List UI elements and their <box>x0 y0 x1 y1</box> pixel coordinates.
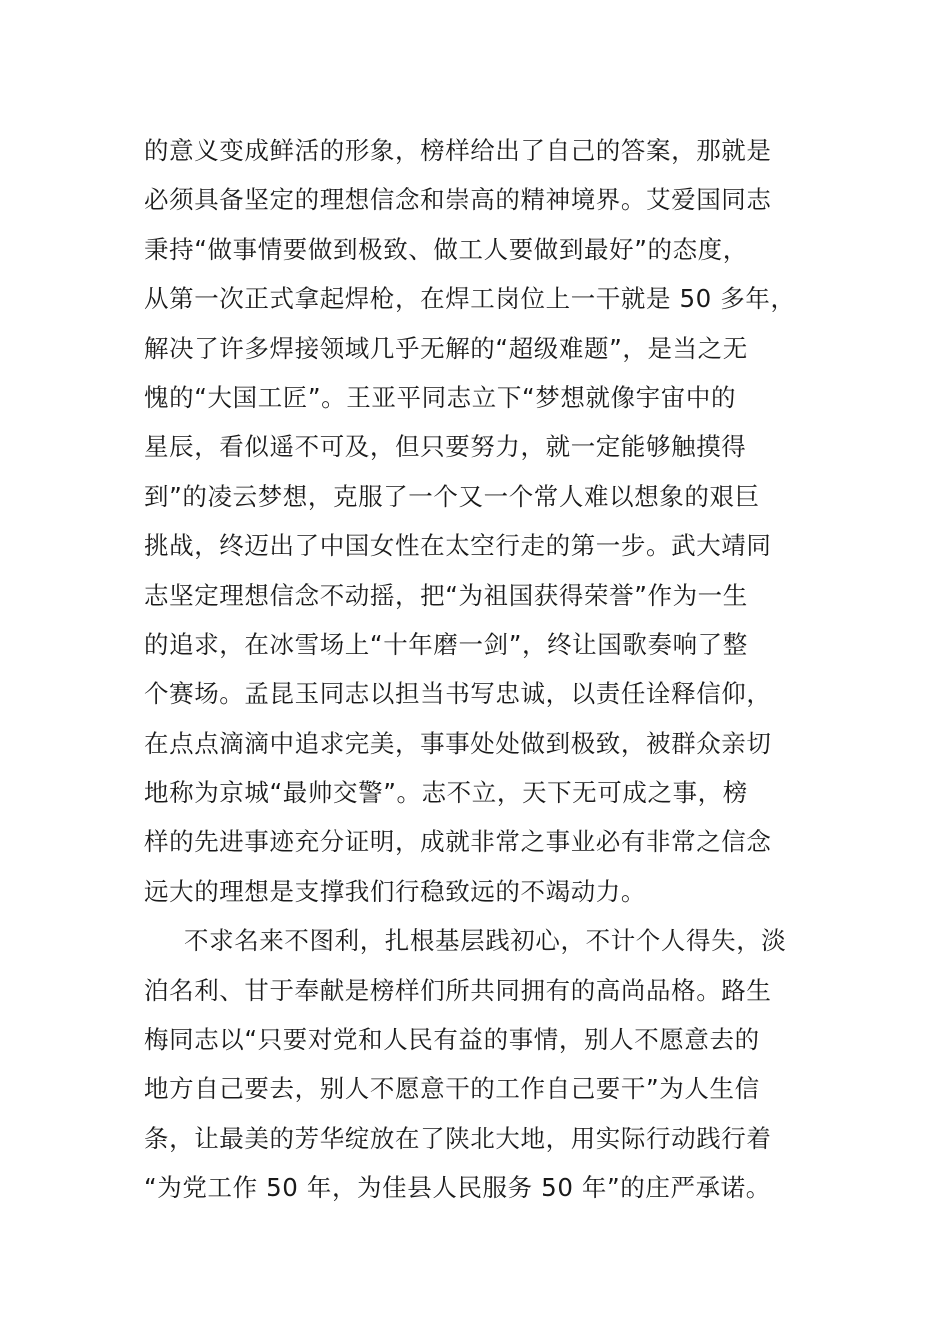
text-line: 解决了许多焊接领域几乎无解的“超级难题”，是当之无 <box>144 333 748 363</box>
text-line: 远大的理想是支撑我们行稳致远的不竭动力。 <box>144 876 646 906</box>
text-line: 必须具备坚定的理想信念和崇高的精神境界。艾爱国同志 <box>144 185 772 215</box>
text-line: 志坚定理想信念不动摇，把“为祖国获得荣誉”作为一生 <box>144 580 748 610</box>
text-line: 在点点滴滴中追求完美，事事处处做到极致，被群众亲切 <box>144 728 772 758</box>
text-line: 愧的“大国工匠”。王亚平同志立下“梦想就像宇宙中的 <box>144 382 737 412</box>
text-line: 地方自己要去，别人不愿意干的工作自己要干”为人生信 <box>144 1074 760 1104</box>
text-line: 梅同志以“只要对党和人民有益的事情，别人不愿意去的 <box>144 1025 760 1055</box>
text-line: 从第一次正式拿起焊枪，在焊工岗位上一干就是 50 多年， <box>144 284 796 314</box>
text-line: 到”的凌云梦想，克服了一个又一个常人难以想象的艰巨 <box>144 481 760 511</box>
text-line: 星辰，看似遥不可及，但只要努力，就一定能够触摸得 <box>144 432 747 462</box>
text-line: 的追求，在冰雪场上“十年磨一剑”，终让国歌奏响了整 <box>144 629 748 659</box>
text-line: 地称为京城“最帅交警”。志不立，天下无可成之事，榜 <box>144 778 748 808</box>
text-line: “为党工作 50 年，为佳县人民服务 50 年”的庄严承诺。 <box>144 1173 771 1203</box>
text-line: 样的先进事迹充分证明，成就非常之事业必有非常之信念 <box>144 827 772 857</box>
paragraph-first-line: 不求名来不图利，扎根基层践初心，不计个人得失，淡 <box>184 926 787 956</box>
text-line: 挑战，终迈出了中国女性在太空行走的第一步。武大靖同 <box>144 531 772 561</box>
body-text <box>144 126 824 1213</box>
text-line: 秉持“做事情要做到极致、做工人要做到最好”的态度， <box>144 234 748 264</box>
text-line: 条，让最美的芳华绽放在了陕北大地，用实际行动践行着 <box>144 1123 772 1153</box>
text-line: 个赛场。孟昆玉同志以担当书写忠诚，以责任诠释信仰， <box>144 679 772 709</box>
text-line: 的意义变成鲜活的形象，榜样给出了自己的答案，那就是 <box>144 136 772 165</box>
text-line: 泊名利、甘于奉献是榜样们所共同拥有的高尚品格。路生 <box>144 975 772 1005</box>
